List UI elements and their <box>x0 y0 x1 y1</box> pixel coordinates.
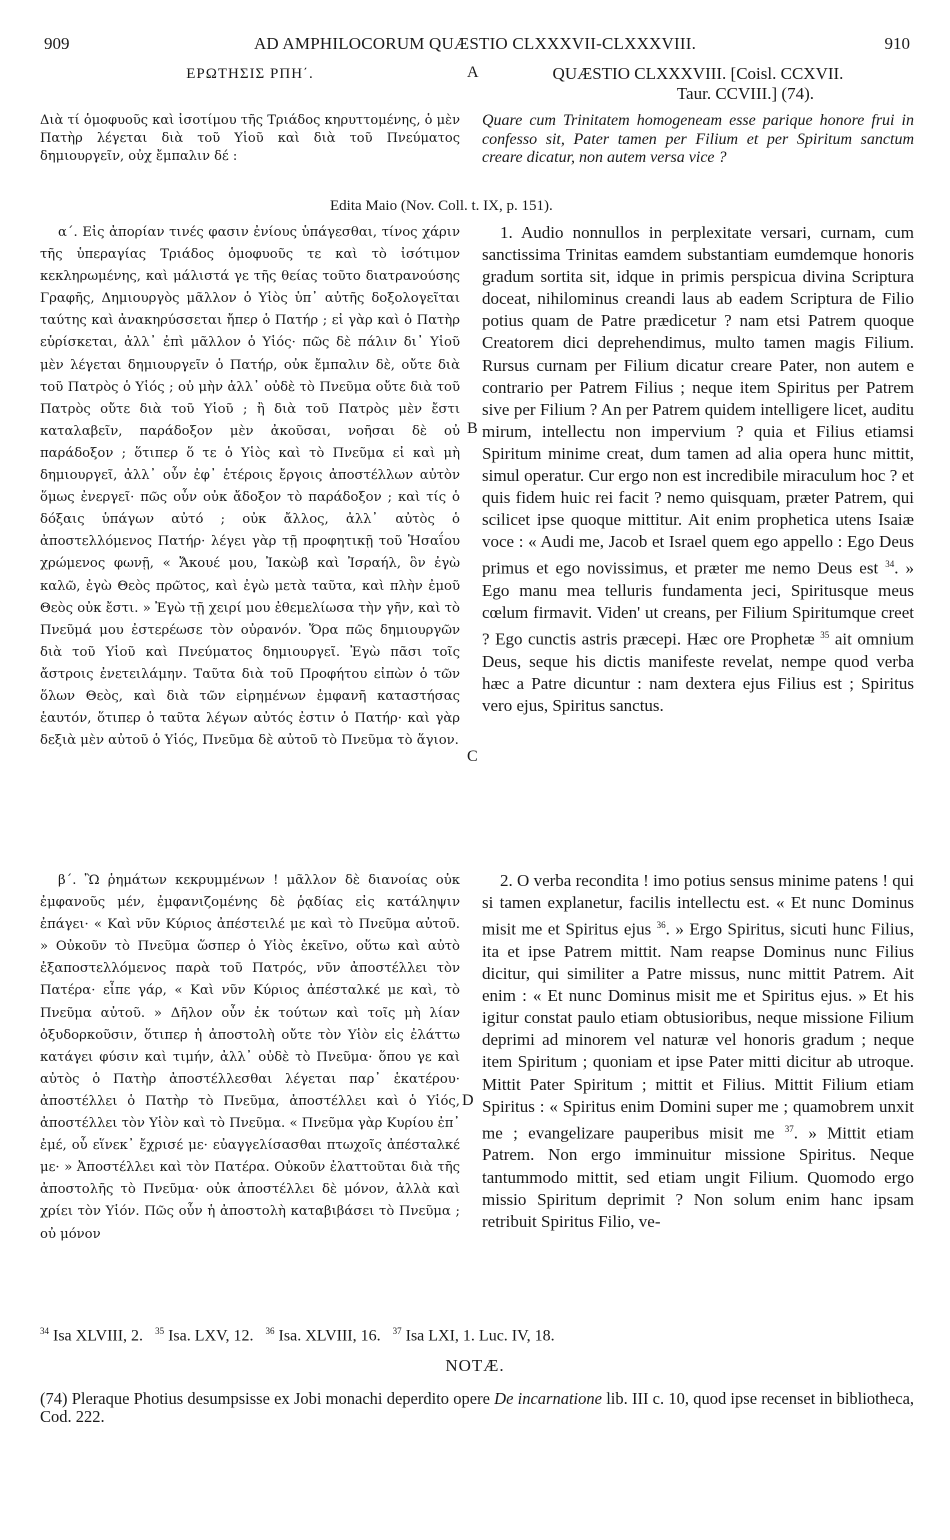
footnote-num-37: 37 <box>392 1326 402 1336</box>
footnote-num-36: 36 <box>265 1326 275 1336</box>
edition-note: Edita Maio (Nov. Coll. t. IX, p. 151). <box>330 198 553 214</box>
latin-p2-part-c: . » Mittit etiam Patrem. Non ergo imminuitur missione Spiritus. Neque tantummodo mittit, sed etiam ungit Filium. Quomodo ergo missio Spiritum deprimit ? Non solum enim hanc ipsam retribuit Spiritus Filio, ve- <box>482 1123 914 1231</box>
latin-title-line-1: QUÆSTIO CLXXXVIII. [Coisl. CCXVII. <box>552 64 844 83</box>
page-number-right: 910 <box>884 34 910 53</box>
margin-mark-b: B <box>467 420 478 437</box>
latin-paragraph-2 <box>482 870 914 1233</box>
page-number-left: 909 <box>44 34 70 53</box>
greek-paragraph-2: β΄. Ὢ ῥημάτων κεκρυμμένων ! μᾶλλον δὲ διανοίας οὐκ ἐμφανοῦς μέν, ἐμφανιζομένης δὲ ῥᾳδίας εἰς κατάληψιν ἐπάγει· « Καὶ νῦν Κύριος ἀπέστειλέ με καὶ τὸ Πνεῦμα αὐτοῦ. » Οὐκοῦν τὸ Πνεῦμα ὥσπερ ὁ Υἱὸς ἐκεῖνο, οὕτω καὶ αὐτὸ ἐξαποστελλόμενος παρὰ τοῦ Πατρός, νῦν ἀποστέλλει τὸν Πατέρα· εἶπε γάρ, « Καὶ νῦν Κύριος ἀπέσταλκέ με καὶ, τὸ Πνεῦμα αὐτοῦ. » Δῆλον οὖν ἐκ τούτων καὶ τοῖς μὴ λίαν ὀξυδορκοῦσιν, ὅτιπερ ἡ ἀποστολὴ οὔτε τὸν Υἱὸν εἰς ἐλάττω κατάγει φύσιν καὶ τιμήν, ἀλλ᾽ οὐδὲ τὸ Πνεῦμα· ὅπου γε καὶ αὐτὸς ὁ Πατὴρ ἀποστέλλεσθαι λέγεται παρ᾽ ἑκατέρου· ἀποστέλλει ὁ Πατὴρ τὸ Πνεῦμα, ἀποστέλλει καὶ ὁ Υἱός, ἀποστέλλει τὸν Υἱὸν καὶ τὸ Πνεῦμα. « Πνεῦμα γὰρ Κυρίου ἐπ᾽ ἐμέ, οὗ εἵνεκ᾽ ἔχρισέ με· εὐαγγελίσασθαι πτωχοῖς ἀπέσταλκέ με· » Ἀποστέλλει καὶ τὸν Πατέρα. Οὐκοῦν ἐλαττοῦται διὰ τῆς ἀποστολῆς τὸ Πνεῦμα· οὐκ ἀποστέλλει δὲ μόνον, ἀλλὰ καὶ χρίει τὸν Υἱόν. Πῶς οὖν ἡ ἀποστολὴ καταβιβάσει τὸ Πνεῦμα ; οὐ μόνον <box>40 873 460 1242</box>
latin-p1-part-a: 1. Audio nonnullos in perplexitate versari, curnam, cum sanctissima Trinitas eamdem substantiam eumdemque honoris gradum sortita sit, idque in primis perspicua divina Scriptura doceat, nihilominus creandi laus ab eadem Scriptura de Filio potius quam de Patre prædicetur ? nam etsi Patrem quoque Creatorem dici deprehendimus, multo tamen magis Filium. Rursus curnam per Filium dicatur creare Pater, non autem e contrario per Patrem Filius ; neque item Spiritus per Patrem sive per Filium ? An per Patrem quidem intelligere licet, auditu mirum, intellectu non impervium ? quia et Filius etiamsi Spiritum minime creat, dum tamen ad alia opera hunc mittit, simul operatur. Cur ergo non est incredibile miraculum hoc ? et quis fidem huic rei facit ? nemo quisquam, præter Patrem, qui scilicet ipse quoque mittitur. Ait enim prophetica utens Isaiæ voce : « Audi me, Jacob et Israel quem ego appello : Ego Deus primus et ego novissimus, et præter me nemo Deus est <box>482 223 914 579</box>
note-74-text-b: lib. III c. 10, quod ipse recenset in bibliotheca, Cod. 222. <box>40 1389 915 1426</box>
footnote-num-34: 34 <box>40 1326 49 1336</box>
running-title: AD AMPHILOCORUM QUÆSTIO CLXXXVII-CLXXXVIII. <box>253 34 697 53</box>
latin-p2-part-b: . » Ergo Spiritus, sicuti hunc Filius, ita et ipse Patrem mittit. Nam reapse Dominus nunc Filius dicitur, qui similiter a Patre missus, nunc mittit Patrem. Ait enim : « Et nunc Dominus misit me et Spiritus ejus. » Et his igitur constat paulo etiam obtusioribus, neque missione Filium deprimi ad minorem vel naturæ vel honoris gradum ; neque item Spiritum ; quoniam et ipse Pater mitti dicitur ab utroque. Mittit Pater Spiritum ; mittit et Filius. Mittit Filium etiam Spiritus : « Spiritus enim Domini super me ; quamobrem unxit me ; evangelizare pauperibus misit me <box>482 919 914 1143</box>
footnote-num-35: 35 <box>155 1326 165 1336</box>
greek-question: Διὰ τί ὁμοφυοῦς καὶ ἰσοτίμου τῆς Τριάδος κηρυττομένης, ὁ μὲν Πατὴρ λέγεται διὰ τοῦ Υἱοῦ καὶ διὰ τοῦ Πνεύματος δημιουργεῖν, οὐχ ἔμπαλιν δέ : <box>40 113 460 164</box>
footnote-35: Isa. LXV, 12. <box>168 1327 254 1345</box>
greek-paragraph-1: α΄. Εἰς ἀπορίαν τινές φασιν ἐνίους ὑπάγεσθαι, τίνος χάριν τῆς ὑπεραγίας Τριάδος ὁμοφυοῦς τε καὶ τὸ ἰσότιμον κεκληρωμένης, καὶ μάλιστά γε τῆς θείας τοῦτο διατρανούσης Γραφῆς, Δημιουργὸς μᾶλλον ὁ Υἱὸς ὑπ᾽ αὐτῆς δοξολογεῖται ταύτης καὶ ἀνακηρύσσεται ἤπερ ὁ Πατήρ ; εἰ γὰρ καὶ ὁ Πατὴρ εὑρίσκεται, ἀλλ᾽ ἐπὶ μᾶλλον ὁ Υἱός· πῶς δὲ πάλιν δι᾽ Υἱοῦ μὲν λέγεται δημιουργεῖν ὁ Πατήρ, οὐκ ἔμπαλιν δὲ, οὔτε διὰ τοῦ Πατρὸς ὁ Υἱός ; οὐ μὴν ἀλλ᾽ οὐδὲ τὸ Πνεῦμα οὔτε διὰ τοῦ Πατρὸς οὔτε διὰ τοῦ Υἱοῦ ; ἢ διὰ τοῦ Πατρὸς μὲν ἔστι καταλαβεῖν, παράδοξον μὲν ἀκοῦσαι, νοῆσαι δὲ οὐ παράδοξον ; ὅτιπερ ὅ τε ὁ Υἱὸς καὶ τὸ Πνεῦμα εἰ καὶ μὴ δημιουργεῖ, ἀλλ᾽ οὖν ἐφ᾽ ἑτέροις ἔργοις ἀποστέλλων αὐτὸν ὅμως ἐνεργεῖ· πῶς οὖν οὐκ ἄδοξον τὸ παράδοξον ; καὶ τίς ὁ δόξαις ὑπάγων αὐτό ; οὐκ ἄλλος, ἀλλ᾽ αὐτὸς ὁ ἀποστελλόμενος Πατήρ· λέγει γὰρ τῇ προφητικῇ τοῦ Ἡσαΐου χρώμενος φωνῇ, « Ἄκουέ μου, Ἰακὼβ καὶ Ἰσραήλ, ὃν ἐγὼ καλῶ, ἐγὼ Θεὸς πρῶτος, καὶ ἐγὼ μετὰ ταῦτα, καὶ πλὴν ἐμοῦ Θεὸς οὐκ ἔστι. » Ἐγὼ τῇ χειρί μου ἐθεμελίωσα τὴν γῆν, καὶ τὸ Πνεῦμά μου ἐστερέωσε τὸν οὐρανόν. Ὅρα πῶς δημιουργῶν διὰ τοῦ Υἱοῦ καὶ Πνεύματος δημιουργεῖ. Ἐγὼ πᾶσι τοῖς ἄστροις ἐνετειλάμην. Ταῦτα διὰ τοῦ Προφήτου εἰπὼν ὁ τῶν ὅλων Θεὸς, καὶ διὰ τῶν εἰρημένων ἐμφανῆ καταστήσας ἑαυτόν, ὅτιπερ ὁ ταῦτα λέγων αὐτός ἐστιν ὁ Πατήρ· καὶ γὰρ δεξιὰ μὲν αὐτοῦ ὁ Υἱός, Πνεῦμα δὲ αὐτοῦ τὸ Πνεῦμα τὸ ἅγιον. <box>40 225 460 749</box>
latin-p1-part-c: ait omnium Deus, seque his dictis manifeste revelat, nempe quod verba hæc a Patre dicuntur : nam dextera ejus Filius est ; Spiritus vero ejus, Spiritus sanctus. <box>482 630 915 716</box>
latin-p2-part-a: 2. O verba recondita ! imo potius sensus minime patens ! qui si tamen explanetur, facilis intellectu est. « Et nunc Dominus misit me et Spiritus ejus <box>482 871 914 939</box>
footnotes <box>40 1326 555 1345</box>
note-74-text-a: (74) Pleraque Photius desumpsisse ex Jobi monachi deperdito opere <box>40 1389 490 1408</box>
margin-mark-c: C <box>467 748 478 765</box>
margin-mark-d: D <box>462 1092 474 1109</box>
latin-question: Quare cum Trinitatem homogeneam esse parique honore frui in confesso sit, Pater tamen per Filium et per Spiritum sanctum creare dicatur, non autem versa vice ? <box>482 112 914 166</box>
latin-title-line-2: Taur. CCVIII.] (74). <box>676 84 814 103</box>
footnote-ref-37: 37 <box>784 1123 794 1134</box>
latin-p1-part-b: . » Ego manu mea telluris fundamenta jeci, Spiritusque meus cœlum firmavit. Viden' ut creans, per Filium Spiritumque creet ? Ego cunctis astris præcepi. Hæc ore Prophetæ <box>482 559 915 649</box>
footnote-36: Isa. XLVIII, 16. <box>278 1327 381 1345</box>
latin-question-title <box>482 64 914 104</box>
margin-mark-a: A <box>467 64 479 81</box>
note-74 <box>40 1390 914 1426</box>
footnote-37: Isa LXI, 1. Luc. IV, 18. <box>405 1327 555 1345</box>
footnote-34: Isa XLVIII, 2. <box>53 1327 144 1345</box>
footnote-ref-36: 36 <box>656 920 666 931</box>
greek-question-title: ΕΡΩΤΗΣΙΣ ΡΠΗ΄. <box>186 66 314 82</box>
note-74-title: De incarnatione <box>494 1389 602 1408</box>
latin-paragraph-1 <box>482 222 914 717</box>
footnote-ref-35: 35 <box>820 630 830 641</box>
notae-heading: NOTÆ. <box>445 1356 505 1375</box>
footnote-ref-34: 34 <box>885 559 895 570</box>
